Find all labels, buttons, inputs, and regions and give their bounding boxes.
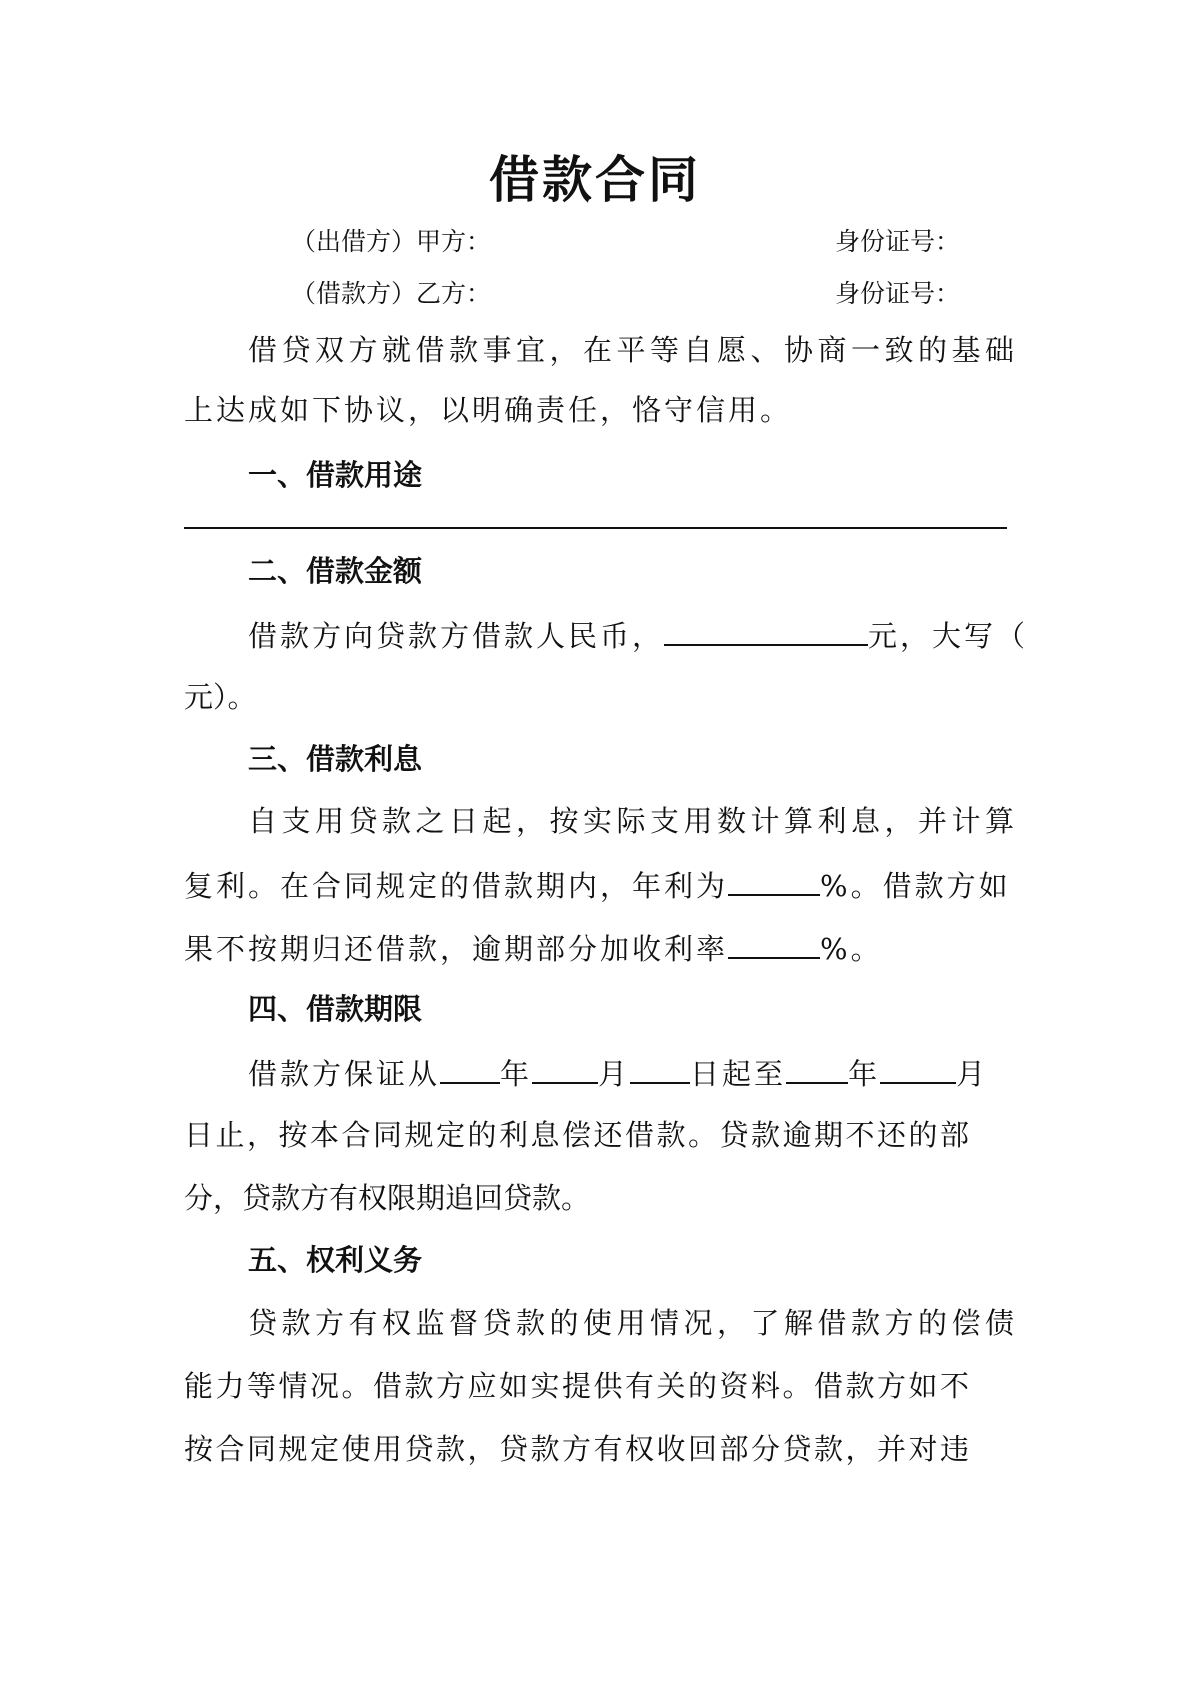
term-line-2: 日止，按本合同规定的利息偿还借款。贷款逾期不还的部 <box>184 1118 972 1152</box>
rights-line-1: 贷款方有权监督贷款的使用情况，了解借款方的偿债 <box>248 1306 1019 1340</box>
interest-text-b: %。借款方如 <box>820 869 1011 903</box>
interest-line-2 <box>184 864 1014 906</box>
term-year2-label: 年 <box>848 1057 881 1091</box>
borrower-id-label: 身份证号： <box>835 279 961 308</box>
lender-label: （出借方）甲方： <box>291 227 492 256</box>
start-month-blank <box>532 1052 598 1084</box>
amount-text-b: 元，大写（ <box>868 619 1029 653</box>
amount-line-1 <box>248 614 1029 656</box>
interest-text-c: 果不按期归还借款，逾期部分加收利率 <box>184 932 729 966</box>
section-4-heading: 四、借款期限 <box>248 992 423 1026</box>
intro-line-1: 借贷双方就借款事宜，在平等自愿、协商一致的基础 <box>248 333 1019 367</box>
amount-blank <box>664 614 868 646</box>
document-title: 借款合同 <box>489 150 701 209</box>
section-2-heading: 二、借款金额 <box>248 554 423 588</box>
section-5-heading: 五、权利义务 <box>248 1243 423 1277</box>
end-month-blank <box>880 1052 956 1084</box>
interest-line-1: 自支用贷款之日起，按实际支用数计算利息，并计算 <box>248 804 1019 838</box>
term-text-from: 借款方保证从 <box>248 1057 441 1091</box>
interest-text-d: %。 <box>820 932 883 966</box>
end-year-blank <box>786 1052 848 1084</box>
term-day-to-label: 日起至 <box>690 1057 787 1091</box>
term-line-3: 分，贷款方有权限期追回贷款。 <box>184 1181 591 1215</box>
amount-text-a: 借款方向贷款方借款人民币， <box>248 619 665 653</box>
intro-line-2: 上达成如下协议，以明确责任，恪守信用。 <box>184 393 793 427</box>
lender-id-label: 身份证号： <box>835 227 961 256</box>
term-year-label: 年 <box>500 1057 533 1091</box>
section-1-heading: 一、借款用途 <box>248 458 423 492</box>
start-year-blank <box>440 1052 500 1084</box>
rights-line-2: 能力等情况。借款方应如实提供有关的资料。借款方如不 <box>184 1369 972 1403</box>
overdue-rate-blank <box>728 927 820 959</box>
interest-line-3 <box>184 927 1014 969</box>
borrower-label: （借款方）乙方： <box>291 279 492 308</box>
section-3-heading: 三、借款利息 <box>248 742 423 776</box>
term-month2-label: 月 <box>956 1057 989 1091</box>
start-day-blank <box>630 1052 690 1084</box>
annual-rate-blank <box>728 864 820 896</box>
rights-line-3: 按合同规定使用贷款，贷款方有权收回部分贷款，并对违 <box>184 1432 972 1466</box>
interest-text-a: 复利。在合同规定的借款期内，年利为 <box>184 869 729 903</box>
term-line-1 <box>248 1052 1014 1094</box>
term-month-label: 月 <box>598 1057 631 1091</box>
purpose-blank-line <box>184 527 1007 529</box>
amount-line-2: 元）。 <box>184 680 257 714</box>
